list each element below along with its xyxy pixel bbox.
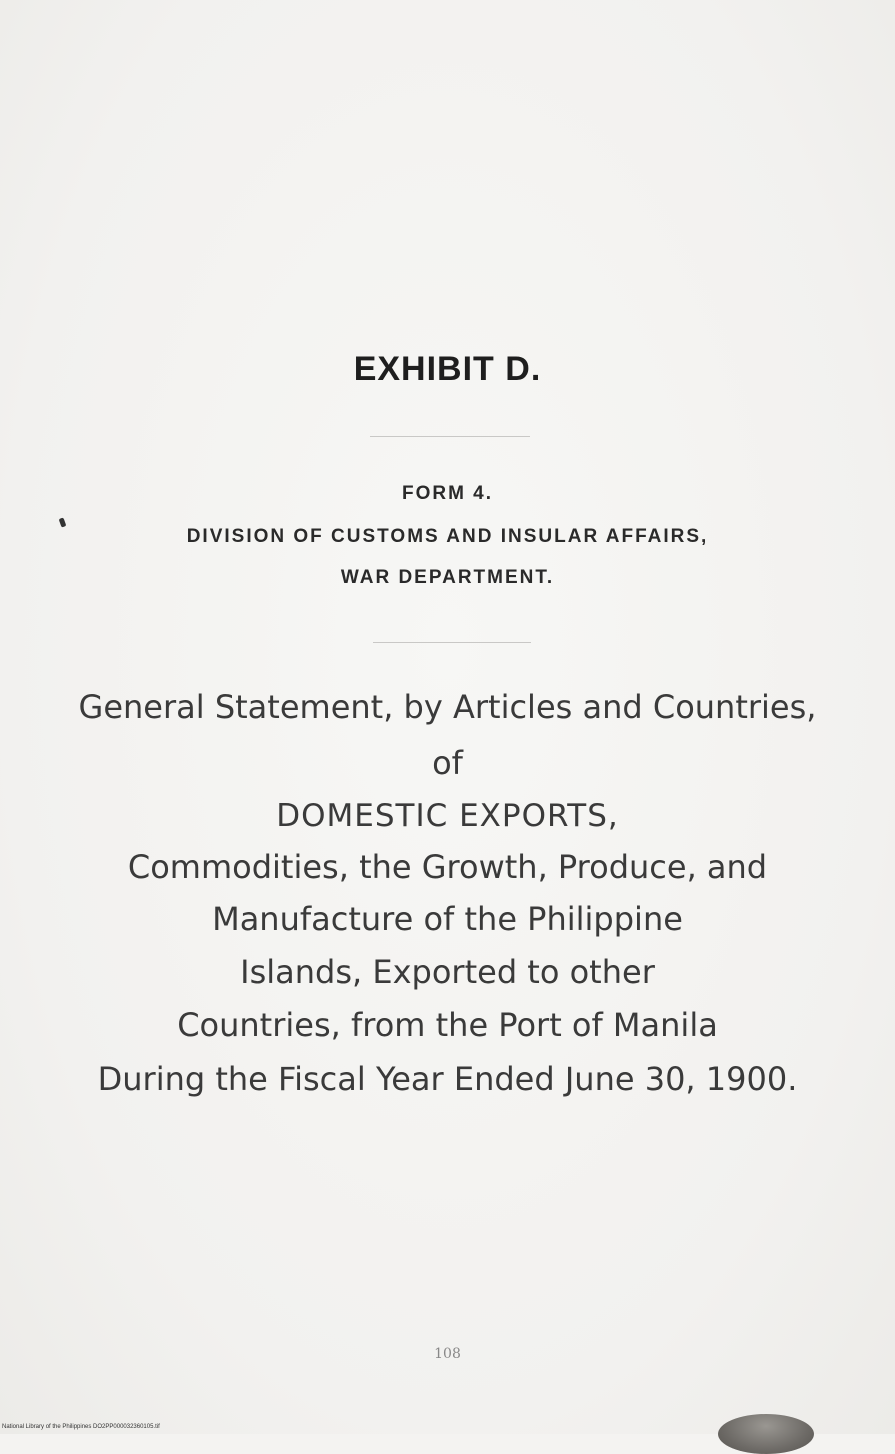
divider-rule-bottom	[373, 642, 531, 643]
statement-line-5: Manufacture of the Philippine	[212, 900, 683, 938]
page-number: 108	[434, 1346, 461, 1362]
statement-line-4: Commodities, the Growth, Produce, and	[127, 848, 768, 886]
statement-line-1: General Statement, by Articles and Countries,	[78, 688, 817, 726]
form-label: FORM 4.	[401, 483, 494, 504]
exhibit-title: EXHIBIT D.	[353, 350, 542, 388]
statement-line-6: Islands, Exported to other	[240, 953, 655, 991]
divider-rule-top	[370, 436, 530, 437]
scale-coin	[718, 1414, 814, 1454]
statement-line-3: DOMESTIC EXPORTS,	[276, 798, 619, 834]
statement-line-2: of	[432, 744, 463, 782]
statement-line-8: During the Fiscal Year Ended June 30, 1900.	[97, 1060, 798, 1098]
scan-footer: National Library of the Philippines DO2PP000032360105.tif	[2, 1424, 160, 1430]
statement-line-7: Countries, from the Port of Manila	[177, 1006, 718, 1044]
department-heading: WAR DEPARTMENT.	[340, 567, 555, 588]
division-heading: DIVISION OF CUSTOMS AND INSULAR AFFAIRS,	[186, 526, 709, 547]
